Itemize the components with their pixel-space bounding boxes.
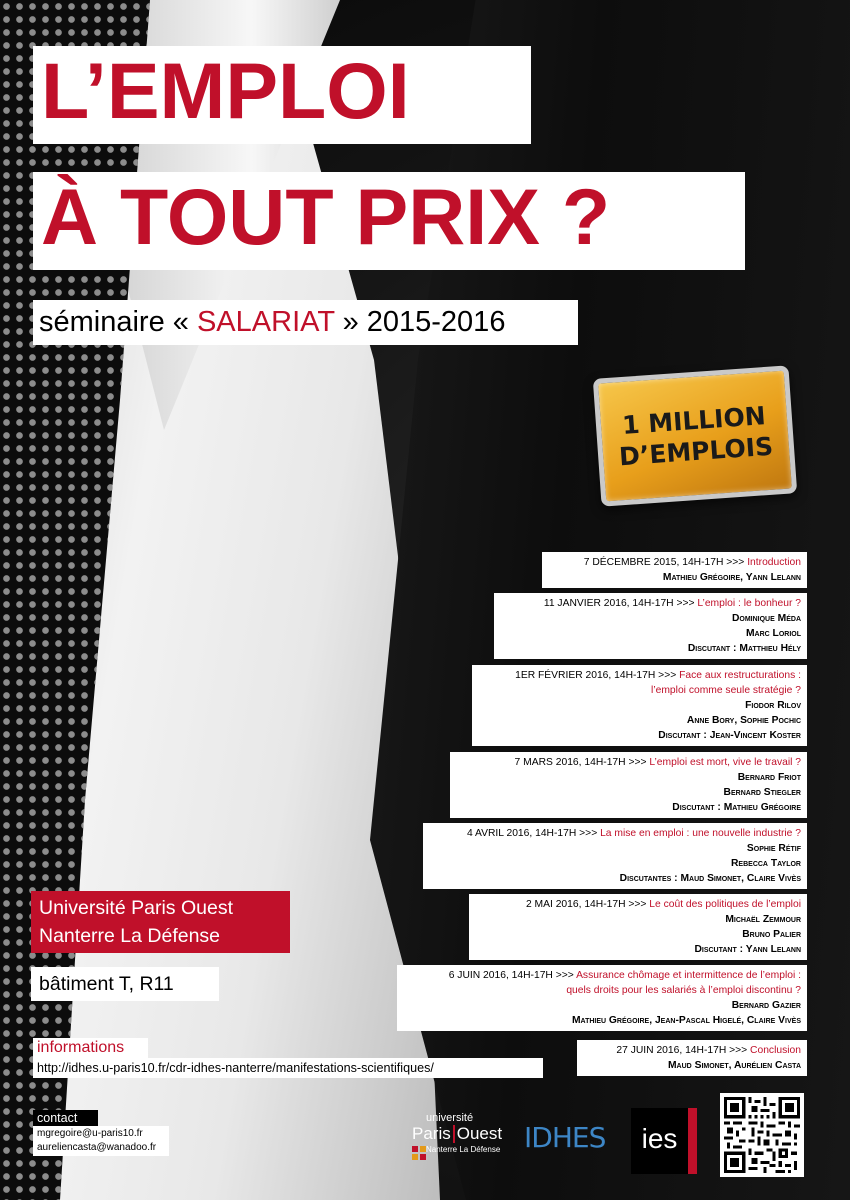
logo-nanterre: Nanterre La Défense	[426, 1145, 501, 1154]
poster-title-line1: L’EMPLOI	[33, 46, 531, 144]
paris-ouest-logo	[412, 1112, 520, 1170]
session-title-cont: l’emploi comme seule stratégie ?	[651, 685, 801, 696]
logo-paris: Paris	[412, 1124, 451, 1143]
seminar-subtitle	[33, 300, 578, 345]
session-title: Introduction	[747, 557, 801, 568]
session-date: 1ER FÉVRIER 2016, 14H-17H >>>	[515, 670, 680, 681]
badge-line1: 1 MILLION	[621, 401, 767, 441]
session-date: 4 AVRIL 2016, 14H-17H >>>	[466, 828, 601, 839]
session-title: Le coût des politiques de l’emploi	[649, 899, 801, 910]
contact-email-link[interactable]: aureliencasta@wanadoo.fr	[37, 1142, 157, 1153]
paris-ouest-logo-mark	[412, 1146, 426, 1160]
venue-line1: Université Paris Ouest	[39, 897, 233, 919]
subtitle-highlight: SALARIAT	[196, 306, 335, 338]
session-title: La mise en emploi : une nouvelle industrie ?	[600, 828, 801, 839]
session-title: Conclusion	[750, 1045, 801, 1056]
session-title-cont: quels droits pour les salariés à l’emploi discontinu ?	[566, 985, 801, 996]
session-date: 6 JUIN 2016, 14H-17H >>>	[448, 970, 577, 981]
session-speakers: Maud Simonet, Aurélien Casta	[667, 1060, 801, 1071]
logo-divider	[453, 1125, 455, 1143]
session-speaker: Marc Loriol	[745, 628, 801, 639]
session-discussant: Discutantes : Maud Simonet, Claire Vivès	[619, 873, 801, 884]
session-speaker: Dominique Méda	[731, 613, 801, 624]
session-speaker: Bernard Gazier	[731, 1000, 801, 1011]
session-date: 7 DÉCEMBRE 2015, 14H-17H >>>	[583, 557, 748, 568]
session-box	[577, 1040, 807, 1076]
venue-room: bâtiment T, R11	[31, 967, 219, 1001]
session-speakers: Mathieu Grégoire, Yann Lelann	[662, 572, 801, 583]
session-date: 2 MAI 2016, 14H-17H >>>	[525, 899, 650, 910]
venue-line2: Nanterre La Défense	[39, 925, 221, 947]
session-date: 7 MARS 2016, 14H-17H >>>	[514, 757, 650, 768]
session-discussant: Discutant : Mathieu Grégoire	[672, 802, 801, 813]
contact-emails	[33, 1126, 169, 1156]
informations-label: informations	[33, 1038, 148, 1058]
contact-label: contact	[33, 1110, 98, 1126]
session-speaker: Fiodor Rilov	[745, 700, 801, 711]
session-box	[494, 593, 807, 659]
ies-logo: ies	[631, 1108, 697, 1174]
session-title: Face aux restructurations :	[679, 670, 801, 681]
logo-paris-ouest	[412, 1124, 520, 1144]
session-title: L’emploi est mort, vive le travail ?	[649, 757, 801, 768]
contact-email-link[interactable]: mgregoire@u-paris10.fr	[37, 1128, 143, 1139]
session-speaker: Mathieu Grégoire, Jean-Pascal Higelé, Claire Vivès	[571, 1015, 801, 1026]
session-box	[423, 823, 807, 889]
logo-ouest: Ouest	[456, 1124, 503, 1143]
session-date: 11 JANVIER 2016, 14H-17H >>>	[543, 598, 698, 609]
qr-code[interactable]	[720, 1093, 804, 1177]
session-box	[542, 552, 807, 588]
poster-title-line2: À TOUT PRIX ?	[33, 172, 745, 270]
logo-university-word: université	[426, 1112, 474, 1124]
subtitle-prefix: séminaire «	[39, 306, 197, 338]
session-discussant: Discutant : Yann Lelann	[694, 944, 801, 955]
session-box	[469, 894, 807, 960]
session-speaker: Anne Bory, Sophie Pochic	[686, 715, 801, 726]
informations-url-link[interactable]: http://idhes.u-paris10.fr/cdr-idhes-nanterre/manifestations-scientifiques/	[33, 1058, 543, 1078]
session-speaker: Bernard Friot	[737, 772, 801, 783]
million-jobs-pin-badge	[593, 365, 797, 506]
session-speaker: Rebecca Taylor	[730, 858, 801, 869]
idhes-logo: IDHES	[524, 1121, 606, 1154]
session-date: 27 JUIN 2016, 14H-17H >>>	[616, 1045, 751, 1056]
session-discussant: Discutant : Matthieu Hély	[687, 643, 801, 654]
session-speaker: Sophie Rétif	[746, 843, 801, 854]
qr-code-pattern	[724, 1097, 800, 1173]
session-box	[397, 965, 807, 1031]
badge-line2: D’EMPLOIS	[618, 431, 774, 472]
session-box	[472, 665, 807, 746]
session-title: L’emploi : le bonheur ?	[697, 598, 801, 609]
subtitle-suffix: » 2015-2016	[334, 306, 506, 338]
session-discussant: Discutant : Jean-Vincent Koster	[658, 730, 801, 741]
university-venue	[31, 891, 290, 953]
session-speaker: Bernard Stiegler	[723, 787, 801, 798]
session-title: Assurance chômage et intermittence de l’emploi :	[576, 970, 801, 981]
session-speaker: Bruno Palier	[742, 929, 801, 940]
session-speaker: Michaël Zemmour	[725, 914, 801, 925]
session-box	[450, 752, 807, 818]
